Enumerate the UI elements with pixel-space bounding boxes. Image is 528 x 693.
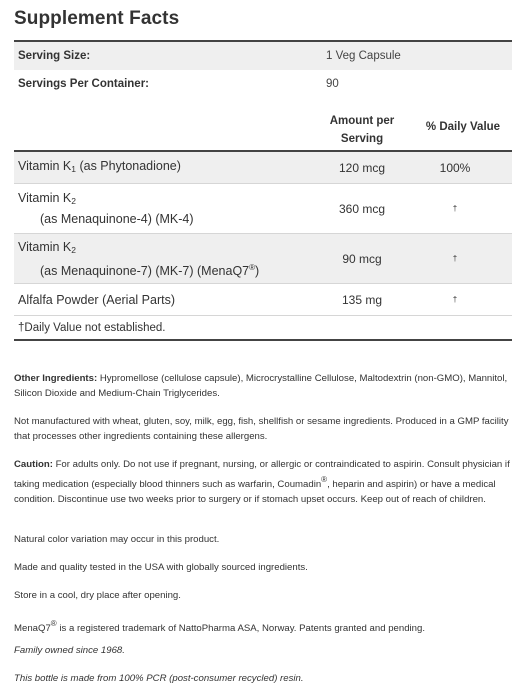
storage-note: Store in a cool, dry place after opening. (14, 590, 181, 601)
trademark-name: MenaQ7 (14, 623, 51, 634)
amount-per-serving-header (326, 112, 398, 148)
nutrient-source (18, 259, 326, 280)
nutrient-name (14, 157, 326, 178)
serving-size-label: Serving Size: (18, 50, 91, 62)
column-header (14, 104, 512, 150)
serving-size-row (14, 42, 512, 70)
registered-mark: ® (321, 475, 328, 485)
servings-per-container-value: 90 (326, 78, 339, 90)
nutrient-row (14, 152, 512, 184)
nutrient-amount: 90 mcg (342, 251, 382, 266)
nutrient-daily-value: 100% (439, 160, 471, 175)
page-title: Supplement Facts (14, 8, 180, 29)
family-owned-text: Family owned since 1968. (14, 645, 125, 656)
nutrient-daily-value: † (452, 204, 458, 213)
servings-per-container-label: Servings Per Container: (18, 78, 150, 90)
registered-mark: ® (249, 262, 256, 272)
made-in-usa-note: Made and quality tested in the USA with globally sourced ingredients. (14, 562, 308, 573)
other-ingredients (14, 371, 510, 401)
daily-value-footnote: †Daily Value not established. (14, 316, 512, 341)
nutrient-row (14, 234, 512, 284)
nutrient-subscript: 1 (71, 164, 76, 174)
bottle-text: This bottle is made from 100% PCR (post-consumer recycled) resin. (14, 673, 304, 684)
nutrient-source-close: ) (255, 263, 260, 278)
nutrient-name-text: Vitamin K (18, 159, 72, 173)
servings-per-container-row (14, 70, 512, 98)
nutrient-name-text: Vitamin K (18, 191, 72, 205)
amount-header-line1: Amount per (329, 115, 395, 127)
nutrient-subscript: 2 (71, 196, 76, 206)
trademark-text: is a registered trademark of NattoPharma ASA, Norway. Patents granted and pending. (56, 623, 426, 634)
nutrient-source: (as Menaquinone-4) (MK-4) (40, 212, 194, 226)
caution-label: Caution: (14, 459, 53, 470)
supplement-facts-panel (14, 40, 512, 341)
nutrient-source-text: (as Menaquinone-7) (MK-7) (MenaQ7 (40, 263, 250, 278)
nutrient-daily-value: † (452, 254, 458, 263)
nutrient-name (14, 238, 326, 280)
family-owned-note (14, 643, 510, 658)
other-ingredients-label: Other Ingredients: (14, 373, 98, 384)
nutrient-amount: 120 mcg (338, 160, 386, 175)
nutrient-subscript: 2 (71, 244, 76, 255)
trademark-note (14, 616, 510, 636)
registered-mark: ® (50, 619, 57, 628)
color-variation-note: Natural color variation may occur in this product. (14, 534, 220, 545)
nutrient-daily-value: † (452, 295, 458, 304)
caution-statement (14, 457, 510, 508)
serving-size-value: 1 Veg Capsule (326, 50, 401, 62)
nutrient-amount: 135 mg (341, 292, 383, 307)
nutrient-row (14, 284, 512, 316)
nutrient-name: Alfalfa Powder (Aerial Parts) (18, 292, 176, 307)
nutrient-table (14, 150, 512, 316)
nutrient-name (14, 189, 326, 228)
nutrient-row (14, 184, 512, 234)
nutrient-name-rest: (as Phytonadione) (76, 159, 181, 173)
nutrient-amount: 360 mcg (338, 201, 386, 216)
other-ingredients-text: Hypromellose (cellulose capsule), Microcrystalline Cellulose, Maltodextrin (non-GMO), Mannitol, Silicon Dioxide and Medium-Chain Triglycerides. (14, 373, 508, 400)
daily-value-header: % Daily Value (425, 121, 501, 133)
caution-text-rest: , heparin and aspirin) or have a medical condition. Discontinue use two weeks prior to surgery or if stomach upset occurs. Keep out of reach of children. (14, 479, 496, 506)
caution-text: For adults only. Do not use if pregnant, nursing, or allergic or contraindicated to aspirin. Consult physician if taking medication (especially blood thinners such as warfarin, Coumadin (14, 459, 510, 491)
bottle-note (14, 671, 510, 686)
allergen-statement: Not manufactured with wheat, gluten, soy, milk, egg, fish, shellfish or sesame ingredients. Produced in a GMP facility that processes other ingredients containing these allergens. (14, 416, 509, 443)
nutrient-name-text: Vitamin K (18, 239, 72, 254)
amount-header-line2: Serving (340, 133, 384, 145)
